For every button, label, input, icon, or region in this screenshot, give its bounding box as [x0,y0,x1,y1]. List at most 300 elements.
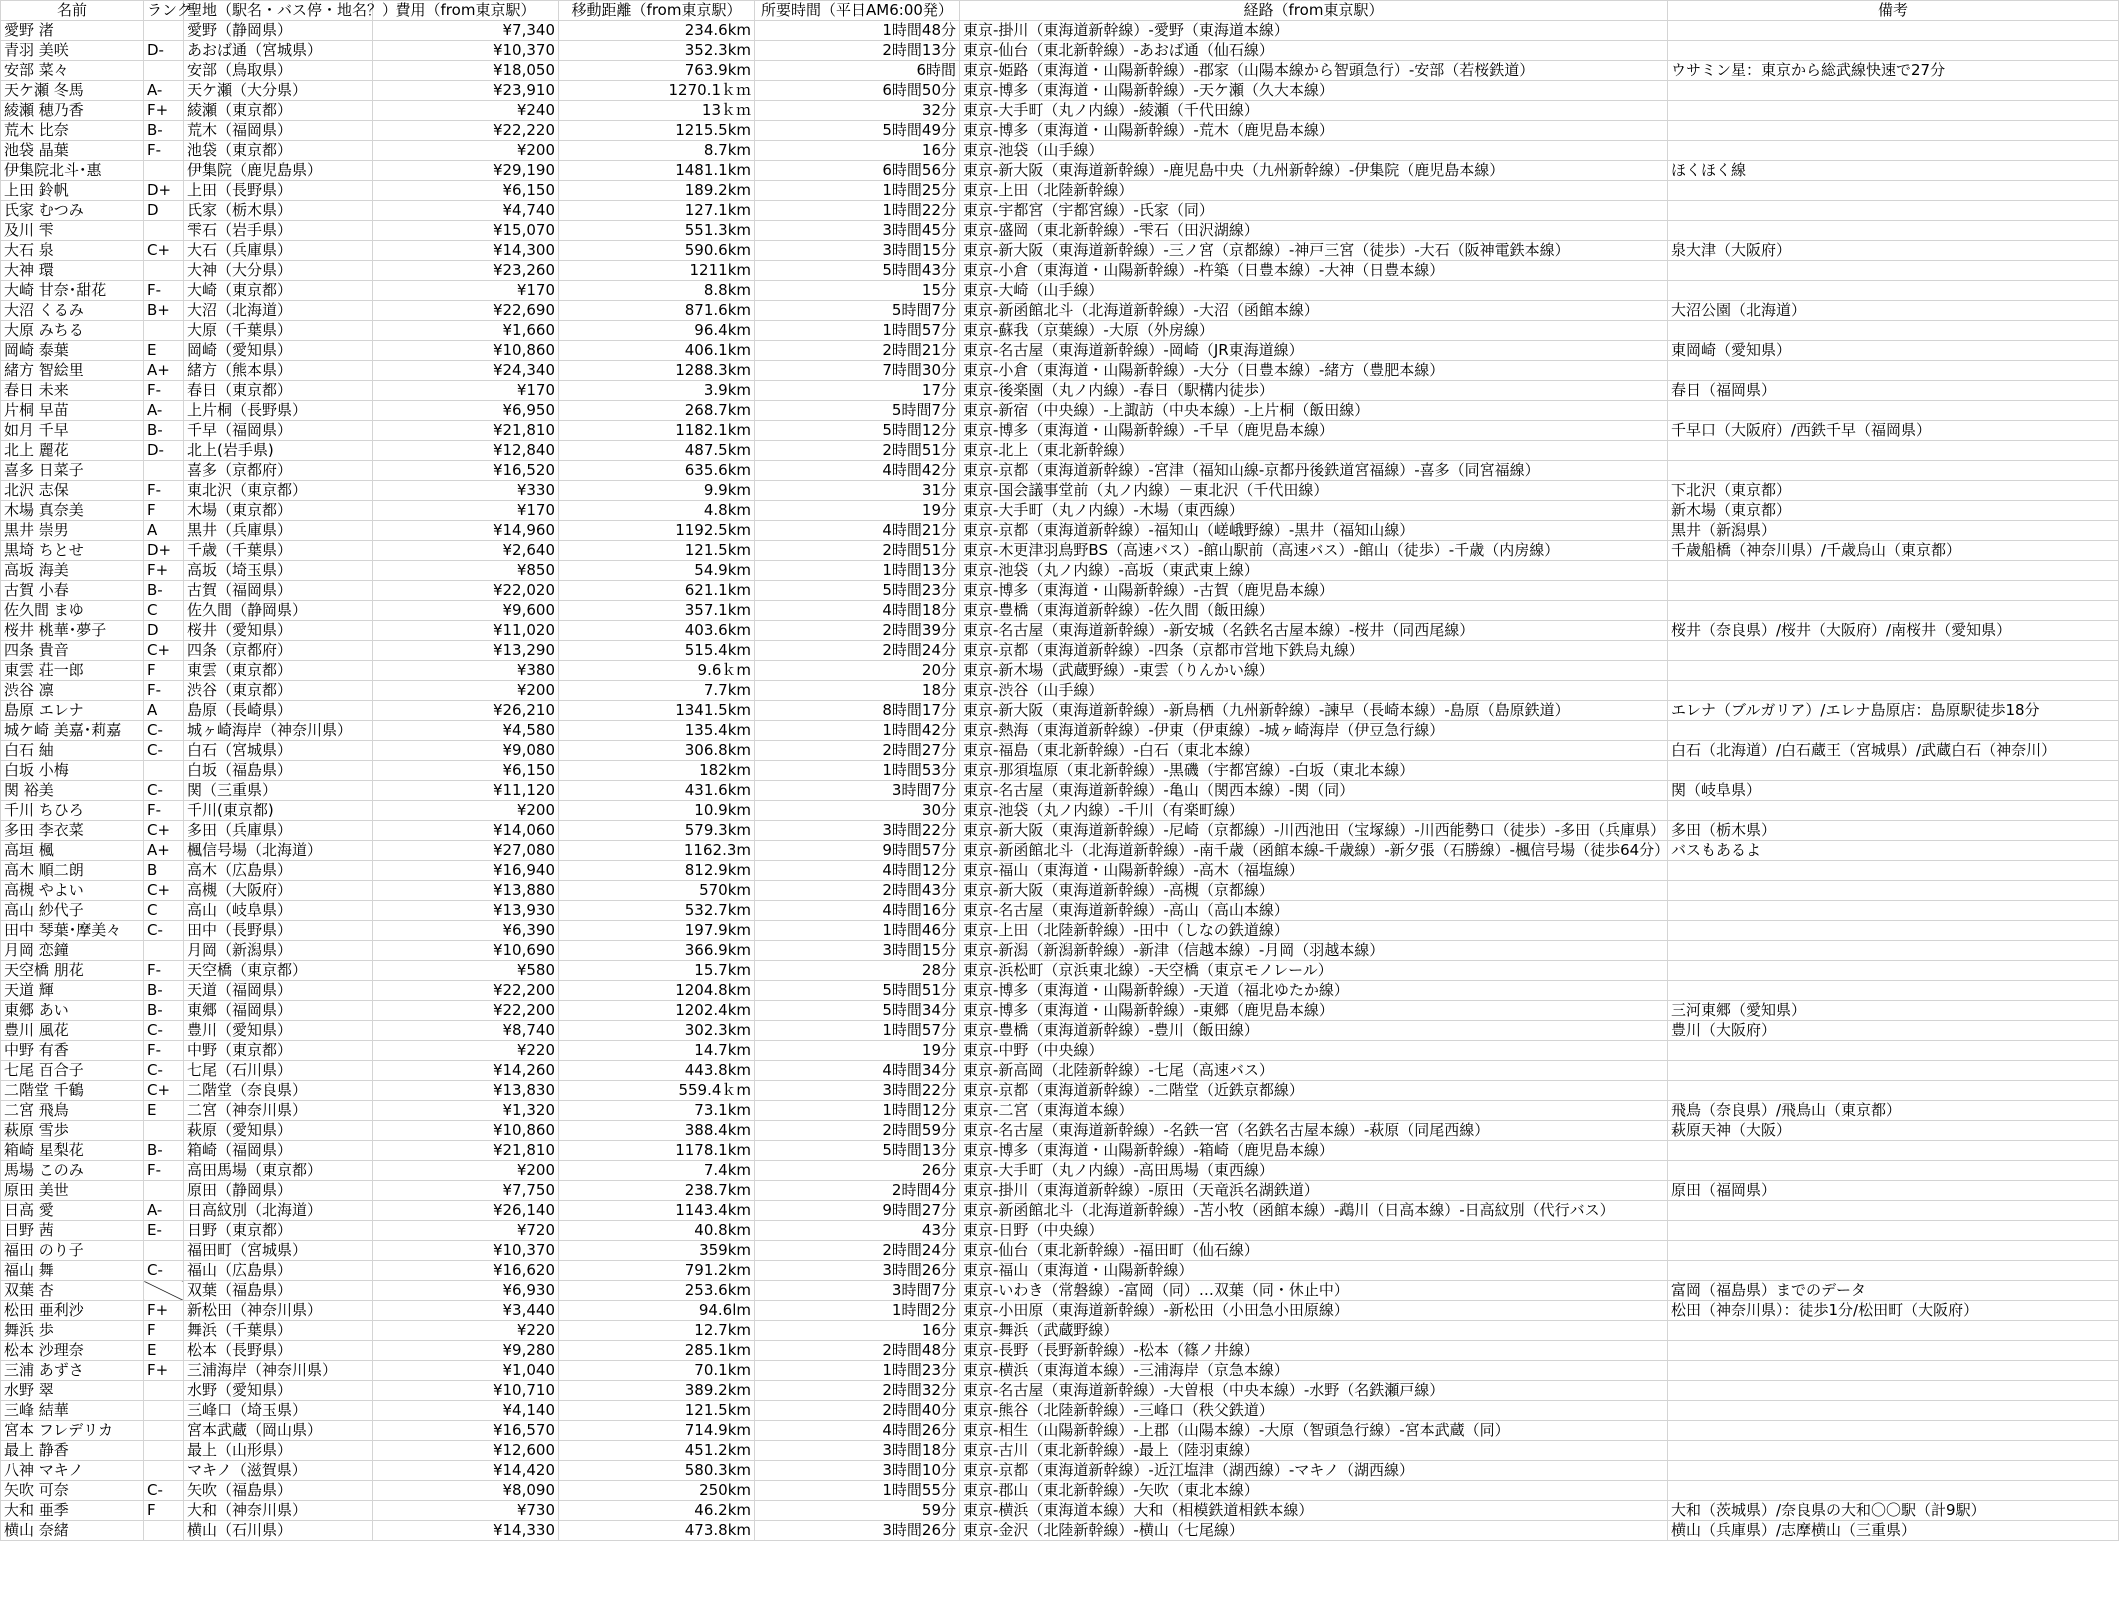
cost-cell[interactable]: ¥10,370 [373,41,559,61]
distance-cell[interactable]: 1481.1km [559,161,755,181]
time-cell[interactable]: 1時間57分 [755,1021,960,1041]
time-cell[interactable]: 3時間26分 [755,1521,960,1541]
distance-cell[interactable]: 357.1km [559,601,755,621]
time-cell[interactable]: 1時間53分 [755,761,960,781]
cost-cell[interactable]: ¥16,520 [373,461,559,481]
route-cell[interactable]: 東京-博多（東海道・山陽新幹線）-天道（福北ゆたか線） [960,981,1668,1001]
route-cell[interactable]: 東京-新大阪（東海道新幹線）-尼崎（京都線）-川西池田（宝塚線）-川西能勢口（徒歩）-多田（兵庫県） [960,821,1668,841]
name-cell[interactable]: 大神 環 [1,261,144,281]
note-cell[interactable] [1668,1061,2119,1081]
name-cell[interactable]: 東郷 あい [1,1001,144,1021]
time-cell[interactable]: 2時間59分 [755,1121,960,1141]
cost-cell[interactable]: ¥1,320 [373,1101,559,1121]
place-cell[interactable]: 東北沢（東京都） [184,481,373,501]
distance-cell[interactable]: 302.3km [559,1021,755,1041]
cost-cell[interactable]: ¥26,140 [373,1201,559,1221]
route-cell[interactable]: 東京-新大阪（東海道新幹線）-新鳥栖（九州新幹線）-諫早（長崎本線）-島原（島原鉄道） [960,701,1668,721]
time-cell[interactable]: 1時間42分 [755,721,960,741]
distance-cell[interactable]: 7.7km [559,681,755,701]
place-cell[interactable]: 天道（福岡県） [184,981,373,1001]
rank-cell[interactable]: F- [144,481,184,501]
time-cell[interactable]: 5時間51分 [755,981,960,1001]
route-cell[interactable]: 東京-日野（中央線） [960,1221,1668,1241]
note-cell[interactable] [1668,261,2119,281]
distance-cell[interactable]: 197.9km [559,921,755,941]
name-cell[interactable]: 大石 泉 [1,241,144,261]
note-cell[interactable]: 萩原天神（大阪） [1668,1121,2119,1141]
note-cell[interactable] [1668,1161,2119,1181]
cost-cell[interactable]: ¥29,190 [373,161,559,181]
distance-cell[interactable]: 487.5km [559,441,755,461]
name-cell[interactable]: 豊川 風花 [1,1021,144,1041]
route-cell[interactable]: 東京-小倉（東海道・山陽新幹線）-大分（日豊本線）-緒方（豊肥本線） [960,361,1668,381]
name-cell[interactable]: 大和 亜季 [1,1501,144,1521]
cost-cell[interactable]: ¥14,330 [373,1521,559,1541]
note-cell[interactable] [1668,221,2119,241]
distance-cell[interactable]: 268.7km [559,401,755,421]
time-cell[interactable]: 1時間23分 [755,1361,960,1381]
route-cell[interactable]: 東京-熱海（東海道新幹線）-伊東（伊東線）-城ヶ崎海岸（伊豆急行線） [960,721,1668,741]
note-cell[interactable] [1668,41,2119,61]
route-cell[interactable]: 東京-後楽園（丸ノ内線）-春日（駅構内徒歩） [960,381,1668,401]
rank-cell[interactable]: B [144,861,184,881]
rank-cell[interactable] [144,21,184,41]
note-cell[interactable] [1668,881,2119,901]
distance-cell[interactable]: 9.9km [559,481,755,501]
place-cell[interactable]: 荒木（福岡県） [184,121,373,141]
note-cell[interactable]: 春日（福岡県） [1668,381,2119,401]
name-cell[interactable]: 最上 静香 [1,1441,144,1461]
time-cell[interactable]: 2時間48分 [755,1341,960,1361]
cost-cell[interactable]: ¥170 [373,281,559,301]
route-cell[interactable]: 東京-博多（東海道・山陽新幹線）-箱崎（鹿児島本線） [960,1141,1668,1161]
place-cell[interactable]: 月岡（新潟県） [184,941,373,961]
note-cell[interactable] [1668,321,2119,341]
place-cell[interactable]: 二階堂（奈良県） [184,1081,373,1101]
place-cell[interactable]: 東郷（福岡県） [184,1001,373,1021]
name-cell[interactable]: 岡崎 泰葉 [1,341,144,361]
cost-cell[interactable]: ¥10,710 [373,1381,559,1401]
note-cell[interactable] [1668,1081,2119,1101]
place-cell[interactable]: 大和（神奈川県） [184,1501,373,1521]
time-cell[interactable]: 19分 [755,501,960,521]
header-time[interactable]: 所要時間（平日AM6:00発） [755,1,960,21]
note-cell[interactable] [1668,181,2119,201]
note-cell[interactable] [1668,1041,2119,1061]
cost-cell[interactable]: ¥10,860 [373,341,559,361]
name-cell[interactable]: 及川 雫 [1,221,144,241]
route-cell[interactable]: 東京-姫路（東海道・山陽新幹線）-郡家（山陽本線から智頭急行）-安部（若桜鉄道） [960,61,1668,81]
rank-cell[interactable]: F- [144,801,184,821]
cost-cell[interactable]: ¥4,740 [373,201,559,221]
name-cell[interactable]: 北沢 志保 [1,481,144,501]
route-cell[interactable]: 東京-大崎（山手線） [960,281,1668,301]
time-cell[interactable]: 1時間2分 [755,1301,960,1321]
rank-cell[interactable]: F+ [144,1361,184,1381]
note-cell[interactable] [1668,21,2119,41]
distance-cell[interactable]: 285.1km [559,1341,755,1361]
distance-cell[interactable]: 1211km [559,261,755,281]
time-cell[interactable]: 5時間12分 [755,421,960,441]
place-cell[interactable]: 桜井（愛知県） [184,621,373,641]
name-cell[interactable]: 月岡 恋鐘 [1,941,144,961]
rank-cell[interactable]: F- [144,381,184,401]
time-cell[interactable]: 28分 [755,961,960,981]
cost-cell[interactable]: ¥16,570 [373,1421,559,1441]
note-cell[interactable] [1668,1381,2119,1401]
time-cell[interactable]: 1時間46分 [755,921,960,941]
route-cell[interactable]: 東京-新函館北斗（北海道新幹線）-南千歳（函館本線-千歳線）-新夕張（石勝線）-楓信号場（徒歩64分） [960,841,1668,861]
note-cell[interactable] [1668,1201,2119,1221]
rank-cell[interactable]: C+ [144,241,184,261]
cost-cell[interactable]: ¥22,200 [373,981,559,1001]
distance-cell[interactable]: 96.4km [559,321,755,341]
cost-cell[interactable]: ¥10,370 [373,1241,559,1261]
distance-cell[interactable]: 580.3km [559,1461,755,1481]
place-cell[interactable]: 原田（静岡県） [184,1181,373,1201]
cost-cell[interactable]: ¥22,020 [373,581,559,601]
time-cell[interactable]: 3時間26分 [755,1261,960,1281]
cost-cell[interactable]: ¥6,390 [373,921,559,941]
place-cell[interactable]: 大神（大分県） [184,261,373,281]
rank-cell[interactable] [144,1241,184,1261]
note-cell[interactable] [1668,1341,2119,1361]
cost-cell[interactable]: ¥220 [373,1041,559,1061]
name-cell[interactable]: 白坂 小梅 [1,761,144,781]
time-cell[interactable]: 5時間23分 [755,581,960,601]
route-cell[interactable]: 東京-豊橋（東海道新幹線）-豊川（飯田線） [960,1021,1668,1041]
place-cell[interactable]: 箱崎（福岡県） [184,1141,373,1161]
distance-cell[interactable]: 431.6km [559,781,755,801]
time-cell[interactable]: 6時間 [755,61,960,81]
rank-cell[interactable]: C- [144,741,184,761]
distance-cell[interactable]: 1143.4km [559,1201,755,1221]
header-cost[interactable]: 費用（from東京駅） [373,1,559,21]
rank-cell[interactable]: D- [144,441,184,461]
time-cell[interactable]: 4時間12分 [755,861,960,881]
rank-cell[interactable]: F- [144,141,184,161]
name-cell[interactable]: 天道 輝 [1,981,144,1001]
place-cell[interactable]: 上田（長野県） [184,181,373,201]
time-cell[interactable]: 2時間51分 [755,441,960,461]
rank-cell[interactable]: F [144,661,184,681]
route-cell[interactable]: 東京-京都（東海道新幹線）-近江塩津（湖西線）-マキノ（湖西線） [960,1461,1668,1481]
route-cell[interactable]: 東京-二宮（東海道本線） [960,1101,1668,1121]
route-cell[interactable]: 東京-池袋（丸ノ内線）-千川（有楽町線） [960,801,1668,821]
place-cell[interactable]: 水野（愛知県） [184,1381,373,1401]
name-cell[interactable]: 池袋 晶葉 [1,141,144,161]
distance-cell[interactable]: 40.8km [559,1221,755,1241]
rank-cell[interactable]: A- [144,1201,184,1221]
rank-cell[interactable] [144,761,184,781]
rank-cell[interactable]: A- [144,81,184,101]
time-cell[interactable]: 3時間10分 [755,1461,960,1481]
place-cell[interactable]: 七尾（石川県） [184,1061,373,1081]
cost-cell[interactable]: ¥170 [373,381,559,401]
time-cell[interactable]: 3時間15分 [755,941,960,961]
name-cell[interactable]: 多田 李衣菜 [1,821,144,841]
rank-cell[interactable]: B+ [144,301,184,321]
route-cell[interactable]: 東京-京都（東海道新幹線）-四条（京都市営地下鉄烏丸線） [960,641,1668,661]
note-cell[interactable]: 千歳船橋（神奈川県）/千歳烏山（東京都） [1668,541,2119,561]
distance-cell[interactable]: 9.6ｋm [559,661,755,681]
distance-cell[interactable]: 366.9km [559,941,755,961]
route-cell[interactable]: 東京-博多（東海道・山陽新幹線）-千早（鹿児島本線） [960,421,1668,441]
distance-cell[interactable]: 352.3km [559,41,755,61]
time-cell[interactable]: 3時間7分 [755,1281,960,1301]
note-cell[interactable]: 泉大津（大阪府） [1668,241,2119,261]
note-cell[interactable]: 新木場（東京都） [1668,501,2119,521]
route-cell[interactable]: 東京-名古屋（東海道新幹線）-岡崎（JR東海道線） [960,341,1668,361]
place-cell[interactable]: 雫石（岩手県） [184,221,373,241]
note-cell[interactable] [1668,981,2119,1001]
cost-cell[interactable]: ¥170 [373,501,559,521]
distance-cell[interactable]: 532.7km [559,901,755,921]
route-cell[interactable]: 東京-豊橋（東海道新幹線）-佐久間（飯田線） [960,601,1668,621]
cost-cell[interactable]: ¥10,860 [373,1121,559,1141]
rank-cell[interactable]: C- [144,1261,184,1281]
time-cell[interactable]: 3時間22分 [755,821,960,841]
time-cell[interactable]: 5時間43分 [755,261,960,281]
cost-cell[interactable]: ¥9,280 [373,1341,559,1361]
note-cell[interactable]: 横山（兵庫県）/志摩横山（三重県） [1668,1521,2119,1541]
time-cell[interactable]: 2時間32分 [755,1381,960,1401]
route-cell[interactable]: 東京-いわき（常磐線）-富岡（同）…双葉（同・休止中） [960,1281,1668,1301]
place-cell[interactable]: マキノ（滋賀県） [184,1461,373,1481]
distance-cell[interactable]: 135.4km [559,721,755,741]
name-cell[interactable]: 城ケ崎 美嘉･莉嘉 [1,721,144,741]
name-cell[interactable]: 氏家 むつみ [1,201,144,221]
cost-cell[interactable]: ¥27,080 [373,841,559,861]
note-cell[interactable]: ほくほく線 [1668,161,2119,181]
name-cell[interactable]: 北上 麗花 [1,441,144,461]
cost-cell[interactable]: ¥14,060 [373,821,559,841]
name-cell[interactable]: 如月 千早 [1,421,144,441]
rank-cell[interactable] [144,1461,184,1481]
time-cell[interactable]: 1時間22分 [755,201,960,221]
cost-cell[interactable]: ¥1,040 [373,1361,559,1381]
rank-cell[interactable]: C+ [144,1081,184,1101]
place-cell[interactable]: 高山（岐阜県） [184,901,373,921]
distance-cell[interactable]: 250km [559,1481,755,1501]
route-cell[interactable]: 東京-博多（東海道・山陽新幹線）-荒木（鹿児島本線） [960,121,1668,141]
place-cell[interactable]: 三峰口（埼玉県） [184,1401,373,1421]
time-cell[interactable]: 1時間48分 [755,21,960,41]
rank-cell[interactable]: C [144,901,184,921]
route-cell[interactable]: 東京-掛川（東海道新幹線）-原田（天竜浜名湖鉄道） [960,1181,1668,1201]
rank-cell[interactable] [144,61,184,81]
distance-cell[interactable]: 8.7km [559,141,755,161]
name-cell[interactable]: 松田 亜利沙 [1,1301,144,1321]
route-cell[interactable]: 東京-舞浜（武蔵野線） [960,1321,1668,1341]
place-cell[interactable]: 関（三重県） [184,781,373,801]
time-cell[interactable]: 20分 [755,661,960,681]
rank-cell[interactable] [144,461,184,481]
name-cell[interactable]: 古賀 小春 [1,581,144,601]
time-cell[interactable]: 1時間13分 [755,561,960,581]
name-cell[interactable]: 日高 愛 [1,1201,144,1221]
time-cell[interactable]: 9時間27分 [755,1201,960,1221]
route-cell[interactable]: 東京-上田（北陸新幹線） [960,181,1668,201]
cost-cell[interactable]: ¥23,910 [373,81,559,101]
route-cell[interactable]: 東京-国会議事堂前（丸ノ内線）－東北沢（千代田線） [960,481,1668,501]
distance-cell[interactable]: 3.9km [559,381,755,401]
note-cell[interactable] [1668,1481,2119,1501]
rank-cell[interactable]: F- [144,1161,184,1181]
cost-cell[interactable]: ¥200 [373,681,559,701]
rank-cell[interactable]: C- [144,1061,184,1081]
cost-cell[interactable]: ¥200 [373,141,559,161]
place-cell[interactable]: 白坂（福島県） [184,761,373,781]
time-cell[interactable]: 31分 [755,481,960,501]
note-cell[interactable] [1668,961,2119,981]
route-cell[interactable]: 東京-横浜（東海道本線）大和（相模鉄道相鉄本線） [960,1501,1668,1521]
time-cell[interactable]: 32分 [755,101,960,121]
place-cell[interactable]: 岡崎（愛知県） [184,341,373,361]
distance-cell[interactable]: 7.4km [559,1161,755,1181]
cost-cell[interactable]: ¥12,600 [373,1441,559,1461]
note-cell[interactable]: 大和（茨城県）/奈良県の大和〇〇駅（計9駅） [1668,1501,2119,1521]
note-cell[interactable] [1668,561,2119,581]
cost-cell[interactable]: ¥720 [373,1221,559,1241]
place-cell[interactable]: 黒井（兵庫県） [184,521,373,541]
cost-cell[interactable]: ¥13,880 [373,881,559,901]
cost-cell[interactable]: ¥330 [373,481,559,501]
place-cell[interactable]: 横山（石川県） [184,1521,373,1541]
route-cell[interactable]: 東京-大手町（丸ノ内線）-高田馬場（東西線） [960,1161,1668,1181]
time-cell[interactable]: 8時間17分 [755,701,960,721]
rank-cell[interactable]: C- [144,1021,184,1041]
distance-cell[interactable]: 388.4km [559,1121,755,1141]
route-cell[interactable]: 東京-金沢（北陸新幹線）-横山（七尾線） [960,1521,1668,1541]
distance-cell[interactable]: 579.3km [559,821,755,841]
time-cell[interactable]: 5時間13分 [755,1141,960,1161]
note-cell[interactable] [1668,1321,2119,1341]
distance-cell[interactable]: 590.6km [559,241,755,261]
note-cell[interactable] [1668,641,2119,661]
place-cell[interactable]: 二宮（神奈川県） [184,1101,373,1121]
place-cell[interactable]: あおば通（宮城県） [184,41,373,61]
time-cell[interactable]: 3時間7分 [755,781,960,801]
name-cell[interactable]: 萩原 雪歩 [1,1121,144,1141]
name-cell[interactable]: 三浦 あずさ [1,1361,144,1381]
route-cell[interactable]: 東京-小田原（東海道新幹線）-新松田（小田急小田原線） [960,1301,1668,1321]
distance-cell[interactable]: 559.4ｋm [559,1081,755,1101]
route-cell[interactable]: 東京-京都（東海道新幹線）-福知山（嵯峨野線）-黒井（福知山線） [960,521,1668,541]
note-cell[interactable] [1668,81,2119,101]
distance-cell[interactable]: 121.5km [559,1401,755,1421]
place-cell[interactable]: 多田（兵庫県） [184,821,373,841]
distance-cell[interactable]: 306.8km [559,741,755,761]
time-cell[interactable]: 16分 [755,1321,960,1341]
cost-cell[interactable]: ¥23,260 [373,261,559,281]
rank-cell[interactable]: B- [144,121,184,141]
cost-cell[interactable]: ¥380 [373,661,559,681]
place-cell[interactable]: 福山（広島県） [184,1261,373,1281]
cost-cell[interactable]: ¥22,220 [373,121,559,141]
distance-cell[interactable]: 635.6km [559,461,755,481]
note-cell[interactable] [1668,461,2119,481]
rank-cell[interactable] [144,941,184,961]
time-cell[interactable]: 5時間34分 [755,1001,960,1021]
name-cell[interactable]: 高槻 やよい [1,881,144,901]
route-cell[interactable]: 東京-博多（東海道・山陽新幹線）-天ケ瀬（久大本線） [960,81,1668,101]
name-cell[interactable]: 木場 真奈美 [1,501,144,521]
time-cell[interactable]: 1時間12分 [755,1101,960,1121]
time-cell[interactable]: 1時間57分 [755,321,960,341]
distance-cell[interactable]: 389.2km [559,1381,755,1401]
route-cell[interactable]: 東京-浜松町（京浜東北線）-天空橋（東京モノレール） [960,961,1668,981]
place-cell[interactable]: 高坂（埼玉県） [184,561,373,581]
note-cell[interactable] [1668,581,2119,601]
rank-cell[interactable] [144,1381,184,1401]
distance-cell[interactable]: 238.7km [559,1181,755,1201]
cost-cell[interactable]: ¥14,960 [373,521,559,541]
route-cell[interactable]: 東京-宇都宮（宇都宮線）-氏家（同） [960,201,1668,221]
cost-cell[interactable]: ¥200 [373,1161,559,1181]
distance-cell[interactable]: 1178.1km [559,1141,755,1161]
cost-cell[interactable]: ¥18,050 [373,61,559,81]
note-cell[interactable]: 白石（北海道）/白石蔵王（宮城県）/武蔵白石（神奈川） [1668,741,2119,761]
rank-cell[interactable]: F+ [144,1301,184,1321]
name-cell[interactable]: 上田 鈴帆 [1,181,144,201]
rank-cell[interactable]: F+ [144,561,184,581]
distance-cell[interactable]: 451.2km [559,1441,755,1461]
place-cell[interactable]: 大沼（北海道） [184,301,373,321]
cost-cell[interactable]: ¥24,340 [373,361,559,381]
cost-cell[interactable]: ¥21,810 [373,1141,559,1161]
place-cell[interactable]: 新松田（神奈川県） [184,1301,373,1321]
note-cell[interactable] [1668,361,2119,381]
note-cell[interactable] [1668,721,2119,741]
rank-cell[interactable] [144,1521,184,1541]
distance-cell[interactable]: 189.2km [559,181,755,201]
cost-cell[interactable]: ¥7,750 [373,1181,559,1201]
time-cell[interactable]: 30分 [755,801,960,821]
rank-cell[interactable]: D+ [144,181,184,201]
place-cell[interactable]: 矢吹（福島県） [184,1481,373,1501]
rank-cell[interactable] [144,221,184,241]
distance-cell[interactable]: 54.9km [559,561,755,581]
time-cell[interactable]: 4時間34分 [755,1061,960,1081]
time-cell[interactable]: 59分 [755,1501,960,1521]
distance-cell[interactable]: 403.6km [559,621,755,641]
route-cell[interactable]: 東京-福山（東海道・山陽新幹線）-高木（福塩線） [960,861,1668,881]
route-cell[interactable]: 東京-名古屋（東海道新幹線）-大曽根（中央本線）-水野（名鉄瀬戸線） [960,1381,1668,1401]
note-cell[interactable]: 千早口（大阪府）/西鉄千早（福岡県） [1668,421,2119,441]
rank-cell[interactable]: F- [144,681,184,701]
route-cell[interactable]: 東京-大手町（丸ノ内線）-木場（東西線） [960,501,1668,521]
note-cell[interactable] [1668,1241,2119,1261]
note-cell[interactable] [1668,101,2119,121]
note-cell[interactable] [1668,941,2119,961]
cost-cell[interactable]: ¥11,020 [373,621,559,641]
time-cell[interactable]: 5時間7分 [755,401,960,421]
time-cell[interactable]: 6時間56分 [755,161,960,181]
name-cell[interactable]: 二宮 飛鳥 [1,1101,144,1121]
time-cell[interactable]: 2時間43分 [755,881,960,901]
route-cell[interactable]: 東京-新高岡（北陸新幹線）-七尾（高速バス） [960,1061,1668,1081]
rank-cell[interactable]: C+ [144,881,184,901]
route-cell[interactable]: 東京-京都（東海道新幹線）-宮津（福知山線-京都丹後鉄道宮福線）-喜多（同宮福線） [960,461,1668,481]
place-cell[interactable]: 東雲（東京都） [184,661,373,681]
distance-cell[interactable]: 13ｋｍ [559,101,755,121]
route-cell[interactable]: 東京-那須塩原（東北新幹線）-黒磯（宇都宮線）-白坂（東北本線） [960,761,1668,781]
note-cell[interactable] [1668,801,2119,821]
route-cell[interactable]: 東京-京都（東海道新幹線）-二階堂（近鉄京都線） [960,1081,1668,1101]
name-cell[interactable]: 緒方 智絵里 [1,361,144,381]
name-cell[interactable]: 春日 未来 [1,381,144,401]
